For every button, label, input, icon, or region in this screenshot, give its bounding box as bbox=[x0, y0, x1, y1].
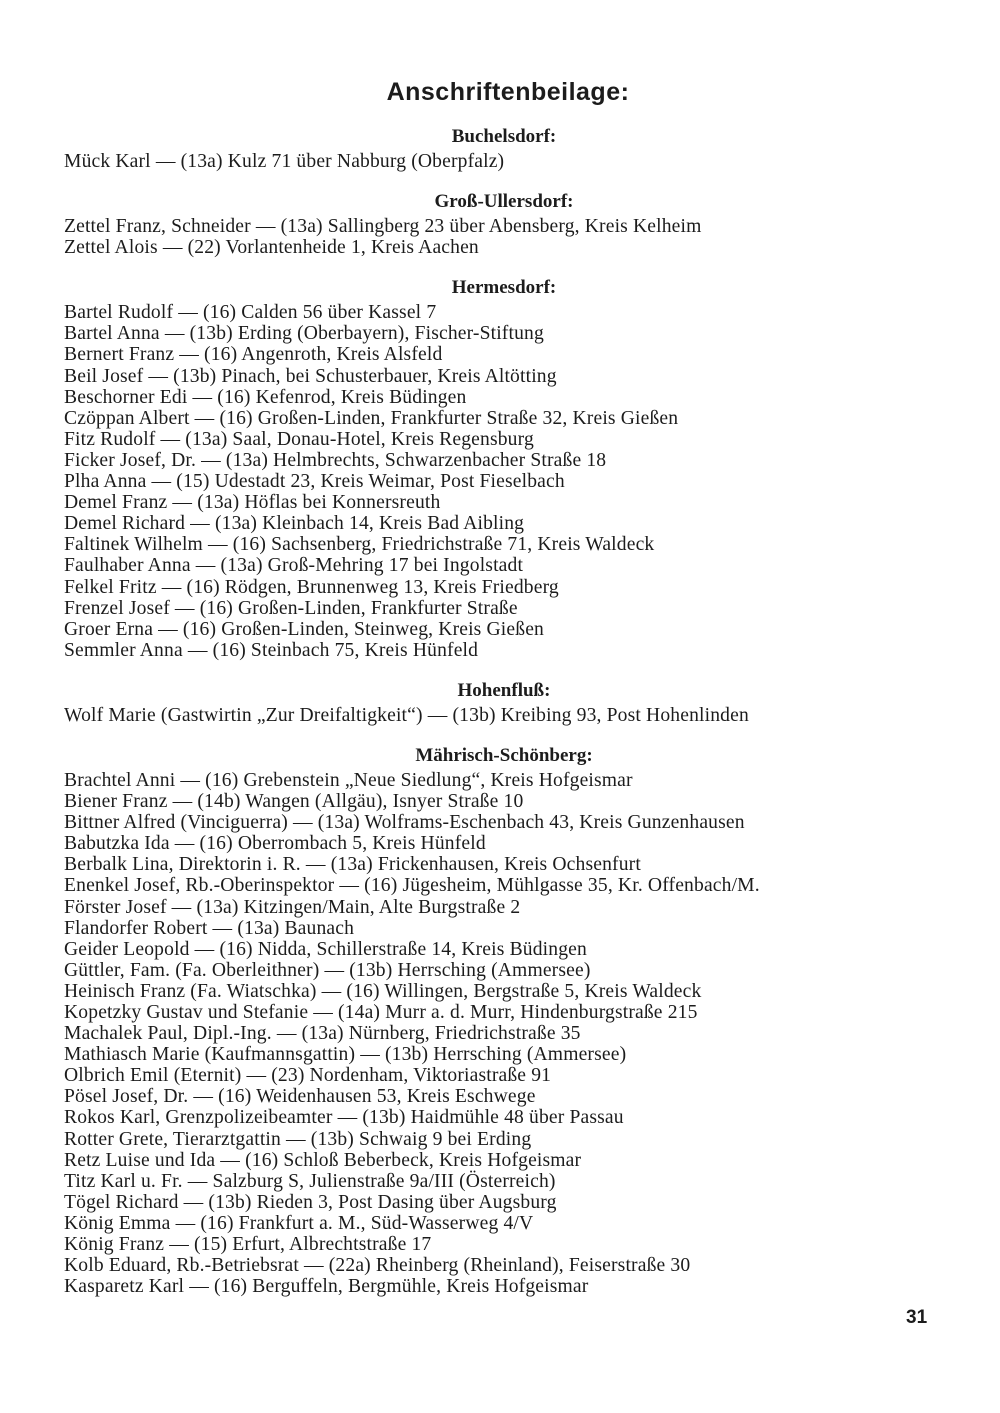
town-heading: Groß-Ullersdorf: bbox=[434, 191, 574, 213]
section-gap bbox=[64, 258, 944, 269]
address-entry: Beschorner Edi — (16) Kefenrod, Kreis Büdingen bbox=[64, 386, 467, 408]
address-entry: Olbrich Emil (Eternit) — (23) Nordenham, Viktoriastraße 91 bbox=[64, 1065, 552, 1087]
address-entry: Demel Franz — (13a) Höflas bei Konnersreuth bbox=[64, 492, 441, 514]
address-entry: Tögel Richard — (13b) Rieden 3, Post Dasing über Augsburg bbox=[64, 1191, 557, 1213]
address-entry: Ficker Josef, Dr. — (13a) Helmbrechts, Schwarzenbacher Straße 18 bbox=[64, 449, 607, 471]
address-entry: Heinisch Franz (Fa. Wiatschka) — (16) Willingen, Bergstraße 5, Kreis Waldeck bbox=[64, 980, 702, 1002]
address-sections bbox=[64, 118, 944, 1297]
address-entry: Kopetzky Gustav und Stefanie — (14a) Murr a. d. Murr, Hindenburgstraße 215 bbox=[64, 1002, 698, 1023]
address-entry: Brachtel Anni — (16) Grebenstein „Neue Siedlung“, Kreis Hofgeismar bbox=[64, 769, 633, 791]
town-section bbox=[64, 183, 944, 258]
address-entry: Faltinek Wilhelm — (16) Sachsenberg, Friedrichstraße 71, Kreis Waldeck bbox=[64, 534, 655, 556]
address-entry: Faulhaber Anna — (13a) Groß-Mehring 17 bei Ingolstadt bbox=[64, 555, 524, 577]
address-entry: Kasparetz Karl — (16) Berguffeln, Bergmühle, Kreis Hofgeismar bbox=[64, 1276, 589, 1298]
address-entry: Rokos Karl, Grenzpolizeibeamter — (13b) Haidmühle 48 über Passau bbox=[64, 1107, 624, 1129]
page-number: 31 bbox=[906, 1307, 928, 1328]
address-entry: Semmler Anna — (16) Steinbach 75, Kreis Hünfeld bbox=[64, 639, 479, 661]
address-entry: Mathiasch Marie (Kaufmannsgattin) — (13b) Herrsching (Ammersee) bbox=[64, 1044, 627, 1066]
address-entry: Frenzel Josef — (16) Großen-Linden, Frankfurter Straße bbox=[64, 597, 518, 619]
address-entry: Retz Luise und Ida — (16) Schloß Beberbeck, Kreis Hofgeismar bbox=[64, 1149, 582, 1171]
town-section bbox=[64, 672, 944, 726]
address-entry: Babutzka Ida — (16) Oberrombach 5, Kreis Hünfeld bbox=[64, 833, 486, 855]
address-entry: Geider Leopold — (16) Nidda, Schillerstraße 14, Kreis Büdingen bbox=[64, 938, 587, 960]
address-entry: Zettel Franz, Schneider — (13a) Sallingberg 23 über Abensberg, Kreis Kelheim bbox=[64, 216, 702, 238]
town-heading: Hohenfluß: bbox=[457, 679, 551, 701]
address-entry: Beil Josef — (13b) Pinach, bei Schusterbauer, Kreis Altötting bbox=[64, 365, 557, 387]
address-entry: König Emma — (16) Frankfurt a. M., Süd-Wasserweg 4/V bbox=[64, 1212, 534, 1234]
town-section bbox=[64, 737, 944, 1297]
section-gap bbox=[64, 661, 944, 672]
address-entry: Mück Karl — (13a) Kulz 71 über Nabburg (Oberpfalz) bbox=[64, 151, 505, 172]
section-gap bbox=[64, 172, 944, 183]
town-heading: Buchelsdorf: bbox=[451, 126, 557, 147]
address-entry: Bartel Rudolf — (16) Calden 56 über Kassel 7 bbox=[64, 302, 437, 324]
address-entry: Czöppan Albert — (16) Großen-Linden, Frankfurter Straße 32, Kreis Gießen bbox=[64, 407, 679, 429]
town-heading: Mährisch-Schönberg: bbox=[415, 744, 593, 766]
page-title: Anschriftenbeilage: bbox=[386, 78, 630, 106]
address-entry: Biener Franz — (14b) Wangen (Allgäu), Isnyer Straße 10 bbox=[64, 791, 524, 813]
address-entry: Rotter Grete, Tierarztgattin — (13b) Schwaig 9 bei Erding bbox=[64, 1128, 532, 1150]
address-entry: Wolf Marie (Gastwirtin „Zur Dreifaltigkeit“) — (13b) Kreibing 93, Post Hohenlinden bbox=[64, 704, 749, 726]
town-section bbox=[64, 269, 944, 661]
address-entry: Flandorfer Robert — (13a) Baunach bbox=[64, 917, 355, 939]
address-entry: Bernert Franz — (16) Angenroth, Kreis Alsfeld bbox=[64, 344, 443, 366]
address-entry: Machalek Paul, Dipl.-Ing. — (13a) Nürnberg, Friedrichstraße 35 bbox=[64, 1023, 581, 1045]
address-entry: Enenkel Josef, Rb.-Oberinspektor — (16) Jügesheim, Mühlgasse 35, Kr. Offenbach/M. bbox=[64, 875, 760, 897]
section-gap bbox=[64, 726, 944, 737]
address-entry: Förster Josef — (13a) Kitzingen/Main, Alte Burgstraße 2 bbox=[64, 896, 521, 918]
address-entry: Bartel Anna — (13b) Erding (Oberbayern), Fischer-Stiftung bbox=[64, 323, 544, 345]
address-entry: Pösel Josef, Dr. — (16) Weidenhausen 53, Kreis Eschwege bbox=[64, 1086, 536, 1108]
address-entry: Demel Richard — (13a) Kleinbach 14, Kreis Bad Aibling bbox=[64, 513, 525, 535]
address-entry: Bittner Alfred (Vinciguerra) — (13a) Wolframs-Eschenbach 43, Kreis Gunzenhausen bbox=[64, 812, 745, 834]
address-entry: Felkel Fritz — (16) Rödgen, Brunnenweg 13, Kreis Friedberg bbox=[64, 576, 559, 598]
address-entry: Titz Karl u. Fr. — Salzburg S, Julienstraße 9a/III (Österreich) bbox=[64, 1170, 556, 1192]
address-entry: Güttler, Fam. (Fa. Oberleithner) — (13b) Herrsching (Ammersee) bbox=[64, 959, 591, 981]
address-entry: Groer Erna — (16) Großen-Linden, Steinweg, Kreis Gießen bbox=[64, 618, 544, 640]
address-entry: Plha Anna — (15) Udestadt 23, Kreis Weimar, Post Fieselbach bbox=[64, 471, 565, 493]
town-heading: Hermesdorf: bbox=[451, 277, 557, 299]
town-section bbox=[64, 118, 944, 172]
address-entry: König Franz — (15) Erfurt, Albrechtstraße 17 bbox=[64, 1234, 432, 1256]
address-entry: Kolb Eduard, Rb.-Betriebsrat — (22a) Rheinberg (Rheinland), Feiserstraße 30 bbox=[64, 1255, 691, 1277]
address-entry: Fitz Rudolf — (13a) Saal, Donau-Hotel, Kreis Regensburg bbox=[64, 428, 534, 450]
address-entry: Zettel Alois — (22) Vorlantenheide 1, Kreis Aachen bbox=[64, 237, 479, 259]
address-entry: Berbalk Lina, Direktorin i. R. — (13a) Frickenhausen, Kreis Ochsenfurt bbox=[64, 854, 641, 876]
